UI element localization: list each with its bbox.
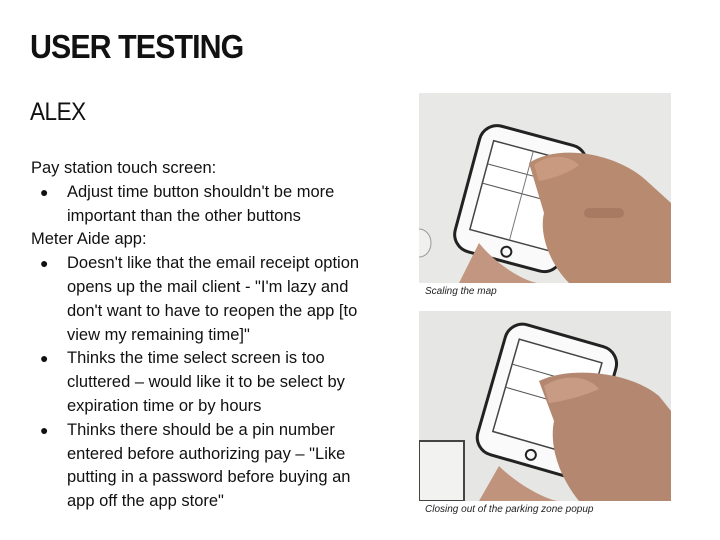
photo-caption: Scaling the map — [425, 286, 497, 297]
bullet-text: Thinks there should be a pin number entered before authorizing pay – "Like putting in a password before buying an app off the app store" — [67, 420, 351, 511]
pay-station-bullet-list — [31, 181, 371, 229]
bullet-item — [31, 252, 371, 347]
user-testing-photo-closing-popup — [419, 311, 671, 501]
bullet-dot-icon: ● — [40, 255, 49, 272]
section-heading-meter-aide: Meter Aide app: — [31, 230, 147, 249]
slide-title: USER TESTING — [30, 28, 244, 65]
section-heading-pay-station: Pay station touch screen: — [31, 159, 217, 177]
bullet-text: Thinks the time select screen is too cluttered – would like it to be select by expiration time or by hours — [67, 349, 345, 415]
meter-aide-bullet-list — [31, 252, 371, 514]
bullet-text: Doesn't like that the email receipt option opens up the mail client - "I'm lazy and don't want to have to reopen the app [to view my remaining time]" — [67, 254, 360, 344]
notes-content — [31, 157, 371, 514]
bullet-text: Adjust time button shouldn't be more important than the other buttons — [67, 182, 335, 225]
slide-subtitle: ALEX — [30, 98, 86, 126]
photo-caption: Closing out of the parking zone popup — [425, 504, 594, 515]
user-testing-photo-scaling-map — [419, 93, 671, 283]
paper-prototype-photo-illustration — [419, 93, 671, 283]
bullet-dot-icon: ● — [40, 350, 49, 367]
bullet-dot-icon: ● — [40, 421, 49, 438]
paper-prototype-photo-illustration — [419, 311, 671, 501]
bullet-item — [31, 419, 371, 514]
bullet-item — [31, 347, 371, 418]
bullet-dot-icon: ● — [40, 183, 49, 200]
bullet-item — [31, 181, 371, 229]
